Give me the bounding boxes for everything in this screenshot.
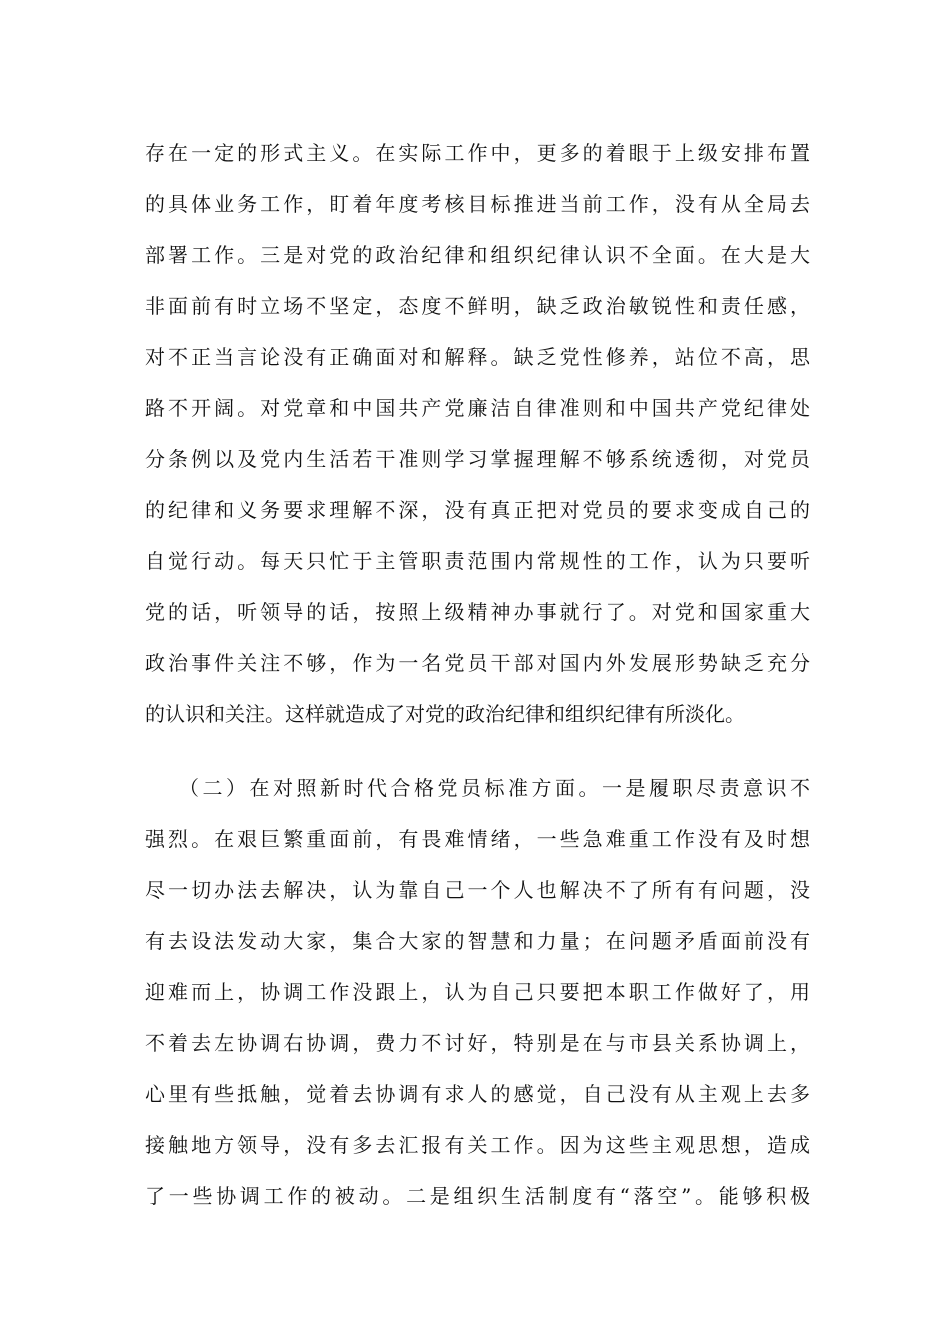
paragraph-line: 不着去左协调右协调，费力不讨好，特别是在与市县关系协调上， [145, 1031, 810, 1055]
paragraph-line: 了一些协调工作的被动。二是组织生活制度有“落空”。能够积极 [145, 1184, 810, 1208]
paragraph-line: 非面前有时立场不坚定，态度不鲜明，缺乏政治敏锐性和责任感， [145, 294, 810, 318]
paragraph-line: 存在一定的形式主义。在实际工作中，更多的着眼于上级安排布置 [145, 141, 810, 165]
paragraph-line: 的具体业务工作，盯着年度考核目标推进当前工作，没有从全局去 [145, 192, 810, 216]
paragraph-line: 路不开阔。对党章和中国共产党廉洁自律准则和中国共产党纪律处 [145, 396, 810, 420]
paragraph-line: 分条例以及党内生活若干准则学习掌握理解不够系统透彻，对党员 [145, 447, 810, 471]
document-body [145, 132, 810, 1226]
paragraph-1 [145, 132, 810, 744]
paragraph-line: 强烈。在艰巨繁重面前，有畏难情绪，一些急难重工作没有及时想 [145, 827, 810, 851]
paragraph-line: 部署工作。三是对党的政治纪律和组织纪律认识不全面。在大是大 [145, 243, 810, 267]
paragraph-line: 政治事件关注不够，作为一名党员干部对国内外发展形势缺乏充分 [145, 651, 810, 675]
paragraph-line: 迎难而上，协调工作没跟上，认为自己只要把本职工作做好了，用 [145, 980, 810, 1004]
paragraph-2 [145, 767, 810, 1226]
paragraph-line: 有去设法发动大家，集合大家的智慧和力量；在问题矛盾面前没有 [145, 929, 810, 953]
paragraph-line: 党的话，听领导的话，按照上级精神办事就行了。对党和国家重大 [145, 600, 810, 624]
paragraph-line: 心里有些抵触，觉着去协调有求人的感觉，自己没有从主观上去多 [145, 1082, 810, 1106]
paragraph-line: （二）在对照新时代合格党员标准方面。一是履职尽责意识不 [179, 776, 810, 800]
paragraph-line: 尽一切办法去解决，认为靠自己一个人也解决不了所有有问题，没 [145, 878, 810, 902]
paragraph-line: 接触地方领导，没有多去汇报有关工作。因为这些主观思想，造成 [145, 1133, 810, 1157]
paragraph-line: 自觉行动。每天只忙于主管职责范围内常规性的工作，认为只要听 [145, 549, 810, 573]
paragraph-line: 的纪律和义务要求理解不深，没有真正把对党员的要求变成自己的 [145, 498, 810, 522]
paragraph-line: 的认识和关注。这样就造成了对党的政治纪律和组织纪律有所淡化。 [145, 702, 745, 726]
paragraph-line: 对不正当言论没有正确面对和解释。缺乏党性修养，站位不高，思 [145, 345, 810, 369]
paragraph-gap [145, 744, 810, 767]
